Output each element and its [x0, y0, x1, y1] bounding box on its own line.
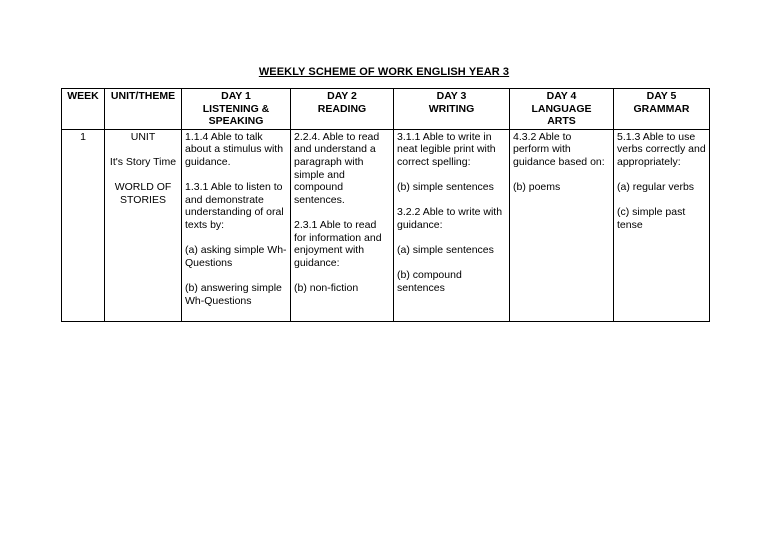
header-day4 — [510, 89, 614, 130]
objective-text: (b) simple sentences — [397, 181, 494, 194]
objective-text: 3.2.2 Able to write with guidance: — [397, 206, 503, 231]
objective-text: 4.3.2 Able to perform with guidance based on: — [513, 130, 605, 168]
unit-theme: WORLD OF STORIES — [114, 181, 172, 206]
weekly-scheme-table — [61, 88, 710, 322]
cell-day2 — [291, 129, 394, 321]
header-unit-theme: UNIT/THEME — [105, 89, 182, 130]
cell-day5 — [614, 129, 710, 321]
header-day2-line: DAY 2 — [327, 90, 357, 102]
table-row — [62, 129, 710, 321]
header-day5-line: GRAMMAR — [633, 102, 690, 115]
header-day4-line: ARTS — [547, 115, 576, 128]
objective-text: (b) poems — [513, 181, 561, 194]
objective-text: (a) asking simple Wh-Questions — [185, 244, 287, 269]
unit-title: It's Story Time — [109, 155, 177, 168]
header-day1-line: LISTENING & — [202, 102, 270, 115]
objective-text: 3.1.1 Able to write in neat legible print with correct spelling: — [397, 130, 496, 168]
header-day3-line: WRITING — [428, 102, 475, 115]
objective-text: (a) regular verbs — [617, 181, 695, 194]
objective-text: (b) compound sentences — [397, 269, 462, 294]
header-day3 — [394, 89, 510, 130]
header-day5-line: DAY 5 — [646, 90, 677, 102]
cell-day3 — [394, 129, 510, 321]
objective-text: (b) answering simple Wh-Questions — [185, 281, 282, 307]
objective-text: 1.1.4 Able to talk about a stimulus with guidance. — [185, 130, 284, 168]
header-week: WEEK — [62, 89, 105, 130]
header-row — [62, 89, 710, 130]
header-day3-line: DAY 3 — [436, 90, 467, 102]
objective-text: (b) non-fiction — [294, 281, 359, 294]
header-day2 — [291, 89, 394, 130]
header-day1 — [182, 89, 291, 130]
objective-text: 1.3.1 Able to listen to and demonstrate understanding of oral texts by: — [185, 181, 284, 231]
cell-day1 — [182, 129, 291, 321]
unit-label: UNIT — [130, 130, 156, 143]
objective-text: 2.2.4. Able to read and understand a paragraph with simple and compound sentences. — [294, 130, 380, 206]
header-day1-line: SPEAKING — [208, 115, 264, 128]
page-title: WEEKLY SCHEME OF WORK ENGLISH YEAR 3 — [258, 66, 510, 78]
header-day4-line: LANGUAGE — [531, 102, 592, 115]
objective-text: 2.3.1 Able to read for information and enjoyment with guidance: — [294, 218, 382, 269]
header-day5 — [614, 89, 710, 130]
cell-unit-theme — [105, 129, 182, 321]
objective-text: (c) simple past tense — [617, 206, 686, 231]
header-day2-line: READING — [317, 102, 367, 115]
header-day4-line: DAY 4 — [546, 90, 577, 102]
objective-text: (a) simple sentences — [397, 244, 494, 257]
header-day1-line: DAY 1 — [221, 90, 251, 102]
cell-week: 1 — [62, 129, 105, 321]
objective-text: 5.1.3 Able to use verbs correctly and appropriately: — [617, 130, 706, 168]
cell-day4 — [510, 129, 614, 321]
